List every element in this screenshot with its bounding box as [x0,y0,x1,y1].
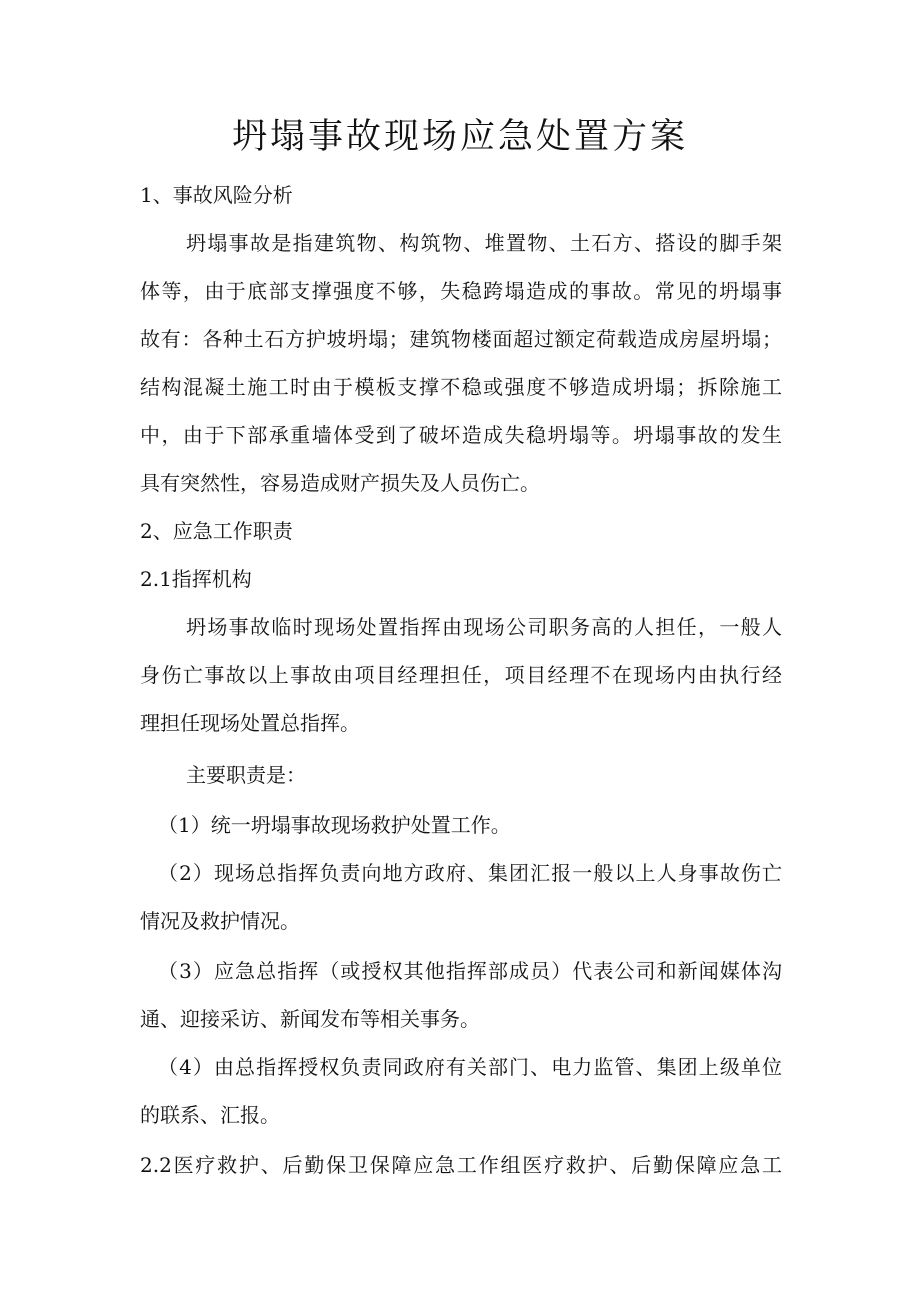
duties-intro: 主要职责是： [186,763,306,787]
paragraph-line: 理担任现场处置总指挥。 [140,711,360,735]
paragraph-line: 中，由于下部承重墙体受到了破坏造成失稳坍塌等。坍塌事故的发生 [140,423,782,447]
list-item-continuation: 的联系、汇报。 [140,1103,280,1127]
paragraph-line: 结构混凝土施工时由于模板支撑不稳或强度不够造成坍塌；拆除施工 [140,375,782,399]
paragraph-line: 故有：各种土石方护坡坍塌；建筑物楼面超过额定荷载造成房屋坍塌； [140,327,782,351]
list-item-continuation: 通、迎接采访、新闻发布等相关事务。 [140,1007,480,1031]
section-heading-risk-analysis: 1、事故风险分析 [140,183,293,207]
paragraph-line: 体等，由于底部支撑强度不够，失稳跨塌造成的事故。常见的坍塌事 [140,279,782,303]
list-item: （4）由总指挥授权负责同政府有关部门、电力监管、集团上级单位 [158,1055,782,1079]
list-item: （3）应急总指挥（或授权其他指挥部成员）代表公司和新闻媒体沟 [158,959,782,983]
paragraph-line: 坍塌事故是指建筑物、构筑物、堆置物、土石方、搭设的脚手架 [186,231,782,255]
paragraph-line: 身伤亡事故以上事故由项目经理担任，项目经理不在现场内由执行经 [140,663,782,687]
subsection-heading-command: 2.1指挥机构 [140,567,252,591]
paragraph-line: 坍场事故临时现场处置指挥由现场公司职务高的人担任，一般人 [186,615,782,639]
paragraph-line: 具有突然性，容易造成财产损失及人员伤亡。 [140,471,540,495]
list-item: （1）统一坍塌事故现场救护处置工作。 [158,813,511,837]
section-heading-duties: 2、应急工作职责 [140,519,293,543]
subsection-heading-medical: 2.2医疗救护、后勤保卫保障应急工作组医疗救护、后勤保障应急工 [140,1153,782,1177]
document-title: 坍塌事故现场应急处置方案 [231,117,688,157]
list-item-continuation: 情况及救护情况。 [140,909,300,933]
list-item: （2）现场总指挥负责向地方政府、集团汇报一般以上人身事故伤亡 [158,861,782,885]
